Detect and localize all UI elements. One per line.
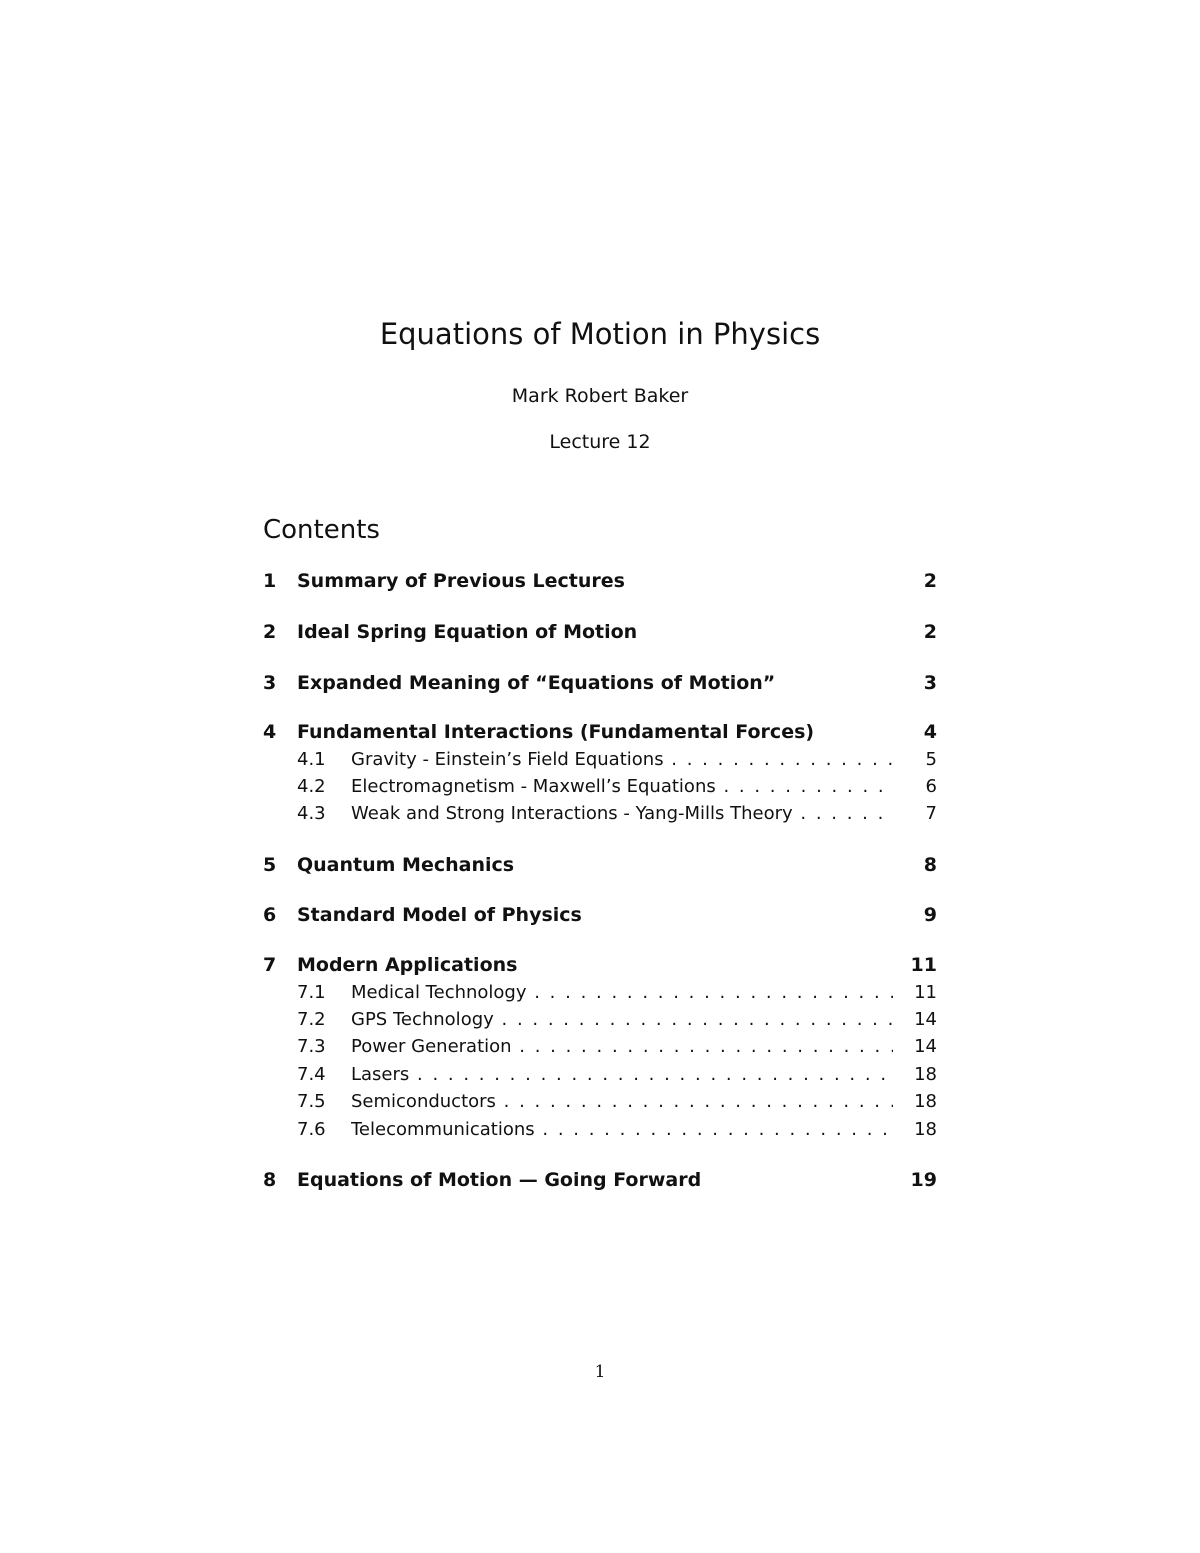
toc-section-5[interactable] bbox=[263, 851, 937, 879]
toc-subsection-number: 7.1 bbox=[297, 982, 326, 1003]
toc-section-3[interactable] bbox=[263, 669, 937, 697]
document-author: Mark Robert Baker bbox=[511, 385, 689, 407]
toc-subsection-number: 4.3 bbox=[297, 803, 326, 824]
document-date: Lecture 12 bbox=[549, 431, 651, 453]
toc-section-1[interactable] bbox=[263, 567, 937, 595]
toc-section-title: Quantum Mechanics bbox=[297, 854, 515, 876]
toc-section-page: 8 bbox=[923, 854, 937, 876]
page-number: 1 bbox=[594, 1362, 606, 1382]
document-title: Equations of Motion in Physics bbox=[379, 317, 821, 351]
toc-section-page: 11 bbox=[910, 954, 937, 976]
toc-subsection-page: 18 bbox=[914, 1064, 937, 1085]
toc-subsection-page: 14 bbox=[914, 1009, 937, 1030]
toc-subsection-number: 7.4 bbox=[297, 1064, 326, 1085]
toc-section-number: 8 bbox=[263, 1169, 277, 1191]
toc-subsection-number: 4.1 bbox=[297, 749, 326, 770]
toc-section-title: Standard Model of Physics bbox=[297, 904, 582, 926]
toc-section-2[interactable] bbox=[263, 618, 937, 646]
toc-subsection-title: Power Generation . . . bbox=[351, 1034, 893, 1060]
toc-subsection-7-2[interactable] bbox=[263, 1007, 937, 1033]
toc-section-7[interactable] bbox=[263, 951, 937, 979]
toc-subsection-7-5[interactable] bbox=[263, 1089, 937, 1115]
toc-subsection-title: GPS Technology . . . bbox=[351, 1007, 893, 1033]
toc-subsection-title: Semiconductors . . . bbox=[351, 1089, 893, 1115]
toc-section-number: 1 bbox=[263, 570, 277, 592]
toc-subsection-title: Weak and Strong Interactions - Yang-Mills Theory . . . bbox=[351, 801, 893, 827]
toc-subsection-page: 14 bbox=[914, 1036, 937, 1057]
toc-subsection-page: 6 bbox=[925, 776, 937, 797]
toc-subsection-7-3[interactable] bbox=[263, 1034, 937, 1060]
toc-subsection-title: Lasers . . . bbox=[351, 1062, 893, 1088]
toc-subsection-4-3[interactable] bbox=[263, 801, 937, 827]
toc-section-page: 2 bbox=[923, 570, 937, 592]
toc-section-title: Modern Applications bbox=[297, 954, 518, 976]
toc-section-number: 3 bbox=[263, 672, 277, 694]
toc-subsection-7-1[interactable] bbox=[263, 980, 937, 1006]
toc-section-number: 5 bbox=[263, 854, 277, 876]
toc-subsection-title: Medical Technology . . . bbox=[351, 980, 893, 1006]
toc-section-number: 4 bbox=[263, 721, 277, 743]
toc-subsection-title: Gravity - Einstein’s Field Equations . . . bbox=[351, 747, 893, 773]
toc-section-title: Equations of Motion — Going Forward bbox=[297, 1169, 702, 1191]
toc-subsection-page: 7 bbox=[925, 803, 937, 824]
toc-subsection-page: 11 bbox=[914, 982, 937, 1003]
contents-heading: Contents bbox=[263, 515, 380, 545]
toc-section-page: 2 bbox=[923, 621, 937, 643]
toc-section-title: Fundamental Interactions (Fundamental Forces) bbox=[297, 721, 815, 743]
toc-section-title: Ideal Spring Equation of Motion bbox=[297, 621, 638, 643]
toc-subsection-7-4[interactable] bbox=[263, 1062, 937, 1088]
toc-section-6[interactable] bbox=[263, 901, 937, 929]
toc-subsection-title: Telecommunications . . . bbox=[351, 1117, 893, 1143]
toc-section-title: Summary of Previous Lectures bbox=[297, 570, 625, 592]
toc-subsection-number: 7.6 bbox=[297, 1119, 326, 1140]
toc-subsection-4-2[interactable] bbox=[263, 774, 937, 800]
toc-subsection-page: 18 bbox=[914, 1091, 937, 1112]
toc-subsection-number: 4.2 bbox=[297, 776, 326, 797]
toc-subsection-page: 18 bbox=[914, 1119, 937, 1140]
toc-section-4[interactable] bbox=[263, 718, 937, 746]
toc-section-page: 3 bbox=[923, 672, 937, 694]
toc-subsection-page: 5 bbox=[925, 749, 937, 770]
toc-section-page: 9 bbox=[923, 904, 937, 926]
toc-section-8[interactable] bbox=[263, 1166, 937, 1194]
toc-subsection-number: 7.2 bbox=[297, 1009, 326, 1030]
toc-subsection-7-6[interactable] bbox=[263, 1117, 937, 1143]
toc-subsection-number: 7.5 bbox=[297, 1091, 326, 1112]
toc-section-number: 6 bbox=[263, 904, 277, 926]
toc-section-page: 4 bbox=[923, 721, 937, 743]
toc-section-number: 7 bbox=[263, 954, 277, 976]
toc-section-title: Expanded Meaning of “Equations of Motion” bbox=[297, 672, 776, 694]
toc-subsection-4-1[interactable] bbox=[263, 747, 937, 773]
toc-section-page: 19 bbox=[910, 1169, 937, 1191]
toc-section-number: 2 bbox=[263, 621, 277, 643]
toc-subsection-number: 7.3 bbox=[297, 1036, 326, 1057]
toc-subsection-title: Electromagnetism - Maxwell’s Equations . . . bbox=[351, 774, 893, 800]
